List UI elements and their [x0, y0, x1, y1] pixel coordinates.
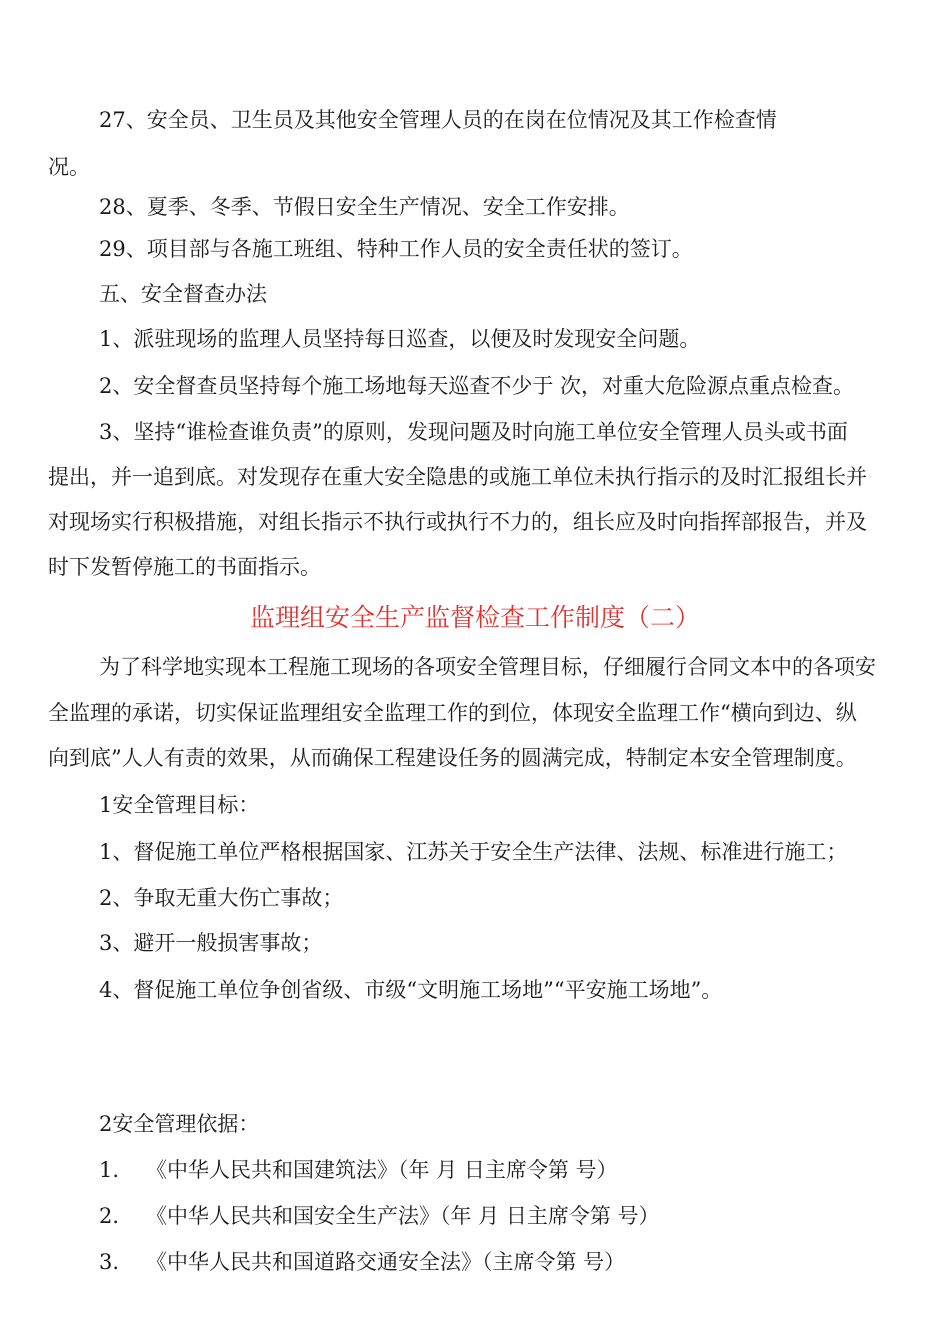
basis-heading: 2安全管理依据： [99, 1112, 260, 1136]
basis-item-number: 2. [99, 1204, 120, 1228]
section-5-item-3-line-3: 对现场实行积极措施，对组长指示不执行或执行不力的，组长应及时向指挥部报告，并及 [48, 510, 867, 534]
basis-item-text: 《中华人民共和国安全生产法》（年 月 日主席令第 号） [146, 1204, 660, 1228]
basis-item-text: 《中华人民共和国建筑法》（年 月 日主席令第 号） [146, 1158, 618, 1182]
section-5-item-3-line-2: 提出，并一追到底。对发现存在重大安全隐患的或施工单位未执行指示的及时汇报组长并 [48, 465, 867, 489]
section-5-item-2: 2、安全督查员坚持每个施工场地每天巡查不少于 次，对重大危险源点重点检查。 [99, 374, 855, 398]
basis-item-3 [99, 1248, 625, 1276]
section-5-item-3-line-1: 3、坚持“谁检查谁负责”的原则，发现问题及时向施工单位安全管理人员头或书面 [99, 420, 848, 444]
goal-item-4: 4、督促施工单位争创省级、市级“文明施工场地”“平安施工场地”。 [99, 978, 723, 1002]
item-28: 28、夏季、冬季、节假日安全生产情况、安全工作安排。 [99, 195, 630, 219]
goals-heading: 1安全管理目标： [99, 793, 260, 817]
item-27-line-2: 况。 [48, 155, 90, 179]
basis-item-1 [99, 1156, 618, 1184]
goal-item-3: 3、避开一般损害事故； [99, 931, 323, 955]
basis-item-2 [99, 1202, 660, 1230]
section-5-heading: 五、安全督查办法 [99, 282, 267, 306]
basis-item-text: 《中华人民共和国道路交通安全法》（主席令第 号） [146, 1250, 626, 1274]
intro-line-2: 全监理的承诺，切实保证监理组安全监理工作的到位，体现安全监理工作“横向到边、纵 [48, 701, 857, 725]
section-5-item-1: 1、派驻现场的监理人员坚持每日巡查，以便及时发现安全问题。 [99, 327, 701, 351]
intro-line-1: 为了科学地实现本工程施工现场的各项安全管理目标，仔细履行合同文本中的各项安 [99, 655, 876, 679]
goal-item-2: 2、争取无重大伤亡事故； [99, 886, 344, 910]
item-29: 29、项目部与各施工班组、特种工作人员的安全责任状的签订。 [99, 237, 693, 261]
section-5-item-3-line-4: 时下发暂停施工的书面指示。 [48, 555, 321, 579]
document-title: 监理组安全生产监督检查工作制度（二） [249, 603, 700, 632]
basis-item-number: 3. [99, 1250, 120, 1274]
item-27-line-1: 27、安全员、卫生员及其他安全管理人员的在岗在位情况及其工作检查情 [99, 108, 777, 132]
goal-item-1: 1、督促施工单位严格根据国家、江苏关于安全生产法律、法规、标准进行施工； [99, 840, 848, 864]
basis-item-number: 1. [99, 1158, 120, 1182]
intro-line-3: 向到底”人人有责的效果，从而确保工程建设任务的圆满完成，特制定本安全管理制度。 [48, 746, 857, 770]
